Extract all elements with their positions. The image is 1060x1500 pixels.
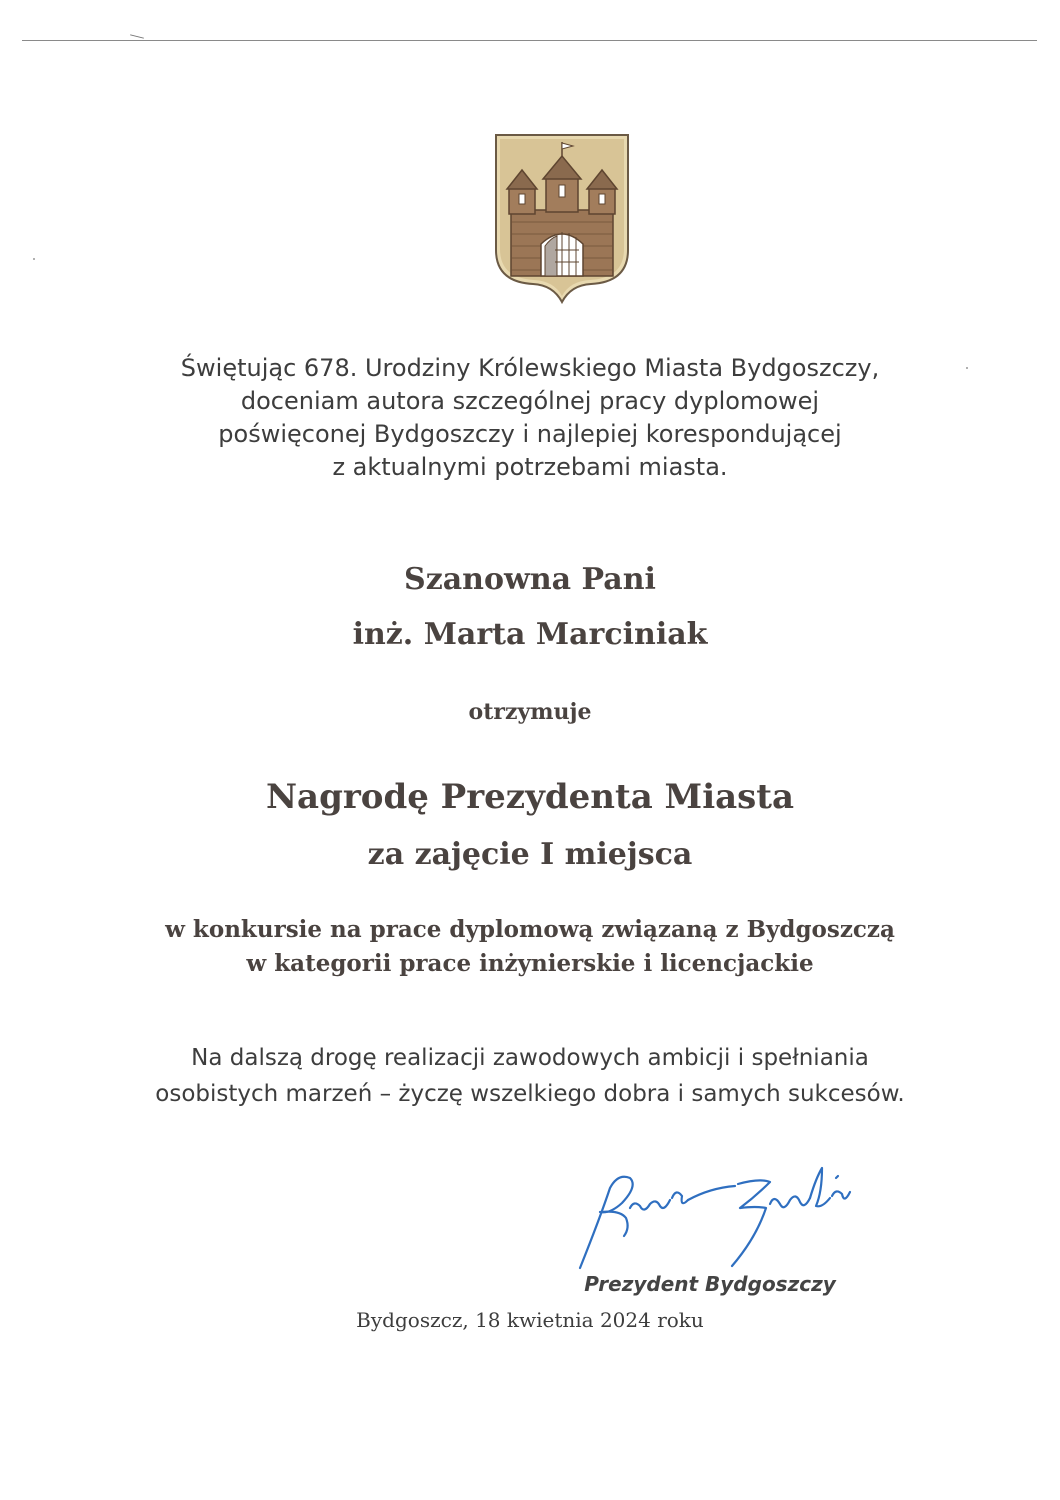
intro-paragraph: [80, 352, 980, 484]
intro-line: z aktualnymi potrzebami miasta.: [332, 453, 728, 481]
wishes-paragraph: [40, 1040, 1020, 1112]
award-place: za zajęcie I miejsca: [367, 837, 693, 872]
intro-line: Świętując 678. Urodziny Królewskiego Miasta Bydgoszczy,: [180, 354, 880, 382]
receives-label: otrzymuje: [468, 699, 592, 725]
contest-description: [30, 913, 1030, 981]
intro-line: poświęconej Bydgoszczy i najlepiej korespondującej: [218, 420, 842, 448]
scan-mark: [130, 34, 144, 38]
scan-speck: [33, 258, 35, 260]
bydgoszcz-coat-of-arms-icon: [493, 132, 631, 304]
recipient-name: inż. Marta Marciniak: [352, 617, 708, 652]
recipient-block: [80, 552, 980, 662]
award-title: Nagrodę Prezydenta Miasta: [265, 777, 795, 817]
top-rule: [22, 40, 1037, 41]
wishes-line: Na dalszą drogę realizacji zawodowych ambicji i spełniania: [191, 1045, 869, 1071]
salutation: Szanowna Pani: [404, 562, 656, 597]
contest-line: w konkursie na prace dyplomową związaną z Bydgoszczą: [165, 916, 895, 943]
intro-line: doceniam autora szczególnej pracy dyplomowej: [240, 387, 820, 415]
contest-line: w kategorii prace inżynierskie i licencjackie: [246, 950, 814, 977]
signer-title: Prezydent Bydgoszczy: [584, 1272, 836, 1296]
coat-of-arms-icon: [493, 132, 631, 304]
handwritten-signature-icon: [560, 1148, 860, 1288]
wishes-line: osobistych marzeń – życzę wszelkiego dobra i samych sukcesów.: [155, 1081, 905, 1107]
place-and-date: Bydgoszcz, 18 kwietnia 2024 roku: [356, 1308, 704, 1332]
